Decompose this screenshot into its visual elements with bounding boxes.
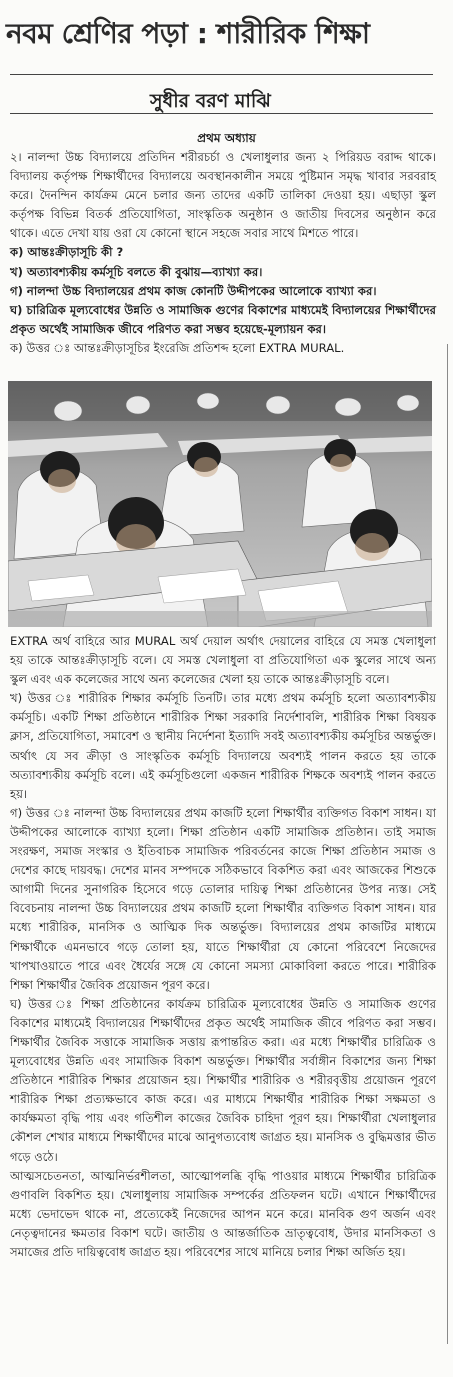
exam-hall-photo [8, 381, 432, 627]
author-divider [10, 113, 433, 114]
author-name: সুধীর বরণ মাঝি [150, 90, 271, 112]
question-k: ক) আন্তঃক্রীড়াসূচি কী ? [10, 245, 124, 260]
answer-gh-part2: আত্মসচেতনতা, আত্মনির্ভরশীলতা, আত্মোপলব্ধি বৃদ্ধি পাওয়ার মাধ্যমে শিক্ষার্থীর চারিত্রিক গুণাবলি বিকশিত হয়। খেলাধুলায় সামাজিক সম্পর্কের প্রতিফলন ঘটে। এখানে শিক্ষার্থীদের মধ্যে ভেদাভেদ থাকে না, প্রত্যেকেই নিজেদের আপন মনে করে। মানবিক গুণ অর্জন এবং নেতৃত্বদানের ক্ষমতার বিকাশ ঘটে। জাতীয় ও আন্তর্জাতিক ভ্রাতৃত্ববোধ, উদার মানসিকতা ও সমাজের প্রতি দায়িত্ববোধ জাগ্রত হয়। পরিবেশের সাথে মানিয়ে চলার শিক্ষা অর্জিত হয়। [10, 1168, 436, 1259]
stimulus-paragraph: ২। নালন্দা উচ্চ বিদ্যালয়ে প্রতিদিন শরীরচর্চা ও খেলাধুলার জন্য ২ পিরিয়ড বরাদ্দ থাকে। বিদ্যালয় কর্তৃপক্ষ শিক্ষার্থীদের বিদ্যালয়ে অবস্থানকালীন সময়ে পুষ্টিমান সমৃদ্ধ খাবার সরবরাহ করে। দৈনন্দিন কার্যক্রম মেনে চলার জন্য তাদের একটি তালিকা দেওয়া হয়। এছাড়া স্কুল কর্তৃপক্ষ বিভিন্ন বিতর্ক প্রতিযোগিতা, সাংস্কৃতিক অনুষ্ঠান ও জাতীয় দিবসের অনুষ্ঠান করে থাকে। এতে দেখা যায় ওরা যে কোনো স্থানে সহজে সবার সাথে মিশতে পারে। [10, 150, 436, 241]
answer-gh-part1: ঘ) উত্তর ঃ শিক্ষা প্রতিষ্ঠানের কার্যক্রম চারিত্রিক মূল্যবোধের উন্নতি ও সামাজিক গুণের বিকাশের মাধ্যমেই বিদ্যালয়ের শিক্ষার্থীদের প্রকৃত অর্থেই সামাজিক জীবে পরিণত করা সম্ভব। শিক্ষার্থীর জৈবিক সত্তাকে সামাজিক সত্তায় রূপান্তরিত করা। এর মধ্যে শিক্ষার্থীর চারিত্রিক ও মূল্যবোধের উন্নতি এবং সামাজিক বিকাশ অন্তর্ভুক্ত। শিক্ষার্থীর সর্বাঙ্গীন বিকাশের জন্য শিক্ষা প্রতিষ্ঠানে শারীরিক শিক্ষার প্রয়োজন হয়। শিক্ষার্থীর শারীরিক ও শরীরবৃত্তীয় প্রয়োজন পূরণে শারীরিক শিক্ষা প্রত্যক্ষভাবে কাজ করে। এর মাধ্যমে শিক্ষার্থীর শারীরিক শিক্ষা সক্ষমতা ও কার্যক্ষমতা বৃদ্ধি পায় এবং গতিশীল কাজের জৈবিক চাহিদা পূরণ হয়। শিক্ষার্থীরা খেলাধুলার কৌশল শেখার মাধ্যমে শিক্ষার্থীদের মাঝে আনুগত্যবোধ জাগ্রত হয়। মানসিক ও বুদ্ধিমত্তার ভীত গড়ে ওঠে। [10, 996, 436, 1164]
question-kh: খ) অত্যাবশ্যকীয় কর্মসূচি বলতে কী বুঝায়—ব্যাখ্যা কর। [10, 264, 263, 279]
title-divider [10, 74, 433, 75]
answer-block [10, 632, 436, 1262]
page-title: নবম শ্রেণির পড়া : শারীরিক শিক্ষা [6, 17, 370, 50]
column-divider [447, 344, 448, 1344]
question-gh: ঘ) চারিত্রিক মূল্যবোধের উন্নতি ও সামাজিক গুণের বিকাশের মাধ্যমেই বিদ্যালয়ের শিক্ষার্থীদের প্রকৃত অর্থেই সামাজিক জীবে পরিণত করা সম্ভব হয়েছে-মূল্যায়ন কর। [10, 302, 436, 336]
answer-g: গ) উত্তর ঃ নালন্দা উচ্চ বিদ্যালয়ের প্রথম কাজটি হলো শিক্ষার্থীর ব্যক্তিগত বিকাশ সাধন। যা উদ্দীপকের আলোকে ব্যাখ্যা হলো। শিক্ষা প্রতিষ্ঠান একটি সামাজিক প্রতিষ্ঠান। তাই সমাজ সংরক্ষণ, সমাজ সংস্কার ও ইতিবাচক সামাজিক পরিবর্তনের কাজে শিক্ষা প্রতিষ্ঠান সমাজ ও দেশের কাছে দায়বদ্ধ। দেশের মানব সম্পদকে সঠিকভাবে বিকশিত করা এবং আজকের শিশুকে আগামী দিনের সুনাগরিক হিসেবে গড়ে তোলার দায়িত্ব শিক্ষা প্রতিষ্ঠানের উপর ন্যস্ত। সেই বিবেচনায় নালন্দা উচ্চ বিদ্যালয়ের প্রথম কাজটি হলো শিক্ষার্থীর ব্যক্তিগত বিকাশ সাধন। যার মধ্যে শারীরিক, মানসিক ও আত্মিক দিক অন্তর্ভুক্ত। বিদ্যালয়ের প্রথম কাজটির মাধ্যমে শিক্ষার্থীকে এমনভাবে গড়ে তোলা হয়, যাতে শিক্ষার্থীরা যে কোনো পরিবেশে নিজেদের খাপখাওয়াতে পারে এবং ধৈর্যের সঙ্গে যে কোনো সমস্যা মোকাবিলা করতে পারে। শারীরিক শিক্ষা শিক্ষার্থীর জৈবিক প্রয়োজন পূরণ করে। [10, 805, 436, 992]
answer-kh: খ) উত্তর ঃ শারীরিক শিক্ষার কর্মসূচি তিনটি। তার মধ্যে প্রথম কর্মসূচি হলো অত্যাবশ্যকীয় কর্মসূচি। একটি শিক্ষা প্রতিষ্ঠানে শারীরিক শিক্ষা সরকারি নির্দেশাবলি, শারীরিক শিক্ষা বিষয়ক ক্লাস, প্রতিযোগিতা, সমাবেশ ও স্থানীয় নির্দেশনা ইত্যাদি সবই অত্যাবশ্যকীয় কর্মসূচির অন্তর্ভুক্ত। অর্থাৎ যে সব ক্রীড়া ও সাংস্কৃতিক কর্মসূচি বিদ্যালয়ে অবশ্যই পালন করতে হয় তাকে অত্যাবশ্যকীয় কর্মসূচি বলে। এই কর্মসূচিগুলো একজন শারীরিক শিক্ষকে অবশ্যই পালন করতে হয়। [10, 691, 436, 801]
answer-k-start: ক) উত্তর ঃ আন্তঃক্রীড়াসূচির ইংরেজি প্রতিশব্দ হলো EXTRA MURAL. [10, 340, 345, 355]
question-block [10, 148, 436, 358]
question-g: গ) নালন্দা উচ্চ বিদ্যালয়ের প্রথম কাজ কোনটি উদ্দীপকের আলোকে ব্যাখ্যা কর। [10, 283, 377, 298]
answer-k-continued: EXTRA অর্থ বাহিরে আর MURAL অর্থ দেয়াল অর্থাৎ দেয়ালের বাহিরে যে সমস্ত খেলাধুলা হয় তাকে আন্তঃক্রীড়াসূচি বলে। যে সমস্ত খেলাধুলা বা প্রতিযোগিতা এক স্কুলের সাথে অন্য স্কুল এবং এক কলেজের সাথে অন্য কলেজের খেলা হয় তাকে আন্তঃক্রীড়াসূচি বলে। [10, 634, 436, 687]
chapter-heading: প্রথম অধ্যায় [197, 131, 256, 145]
